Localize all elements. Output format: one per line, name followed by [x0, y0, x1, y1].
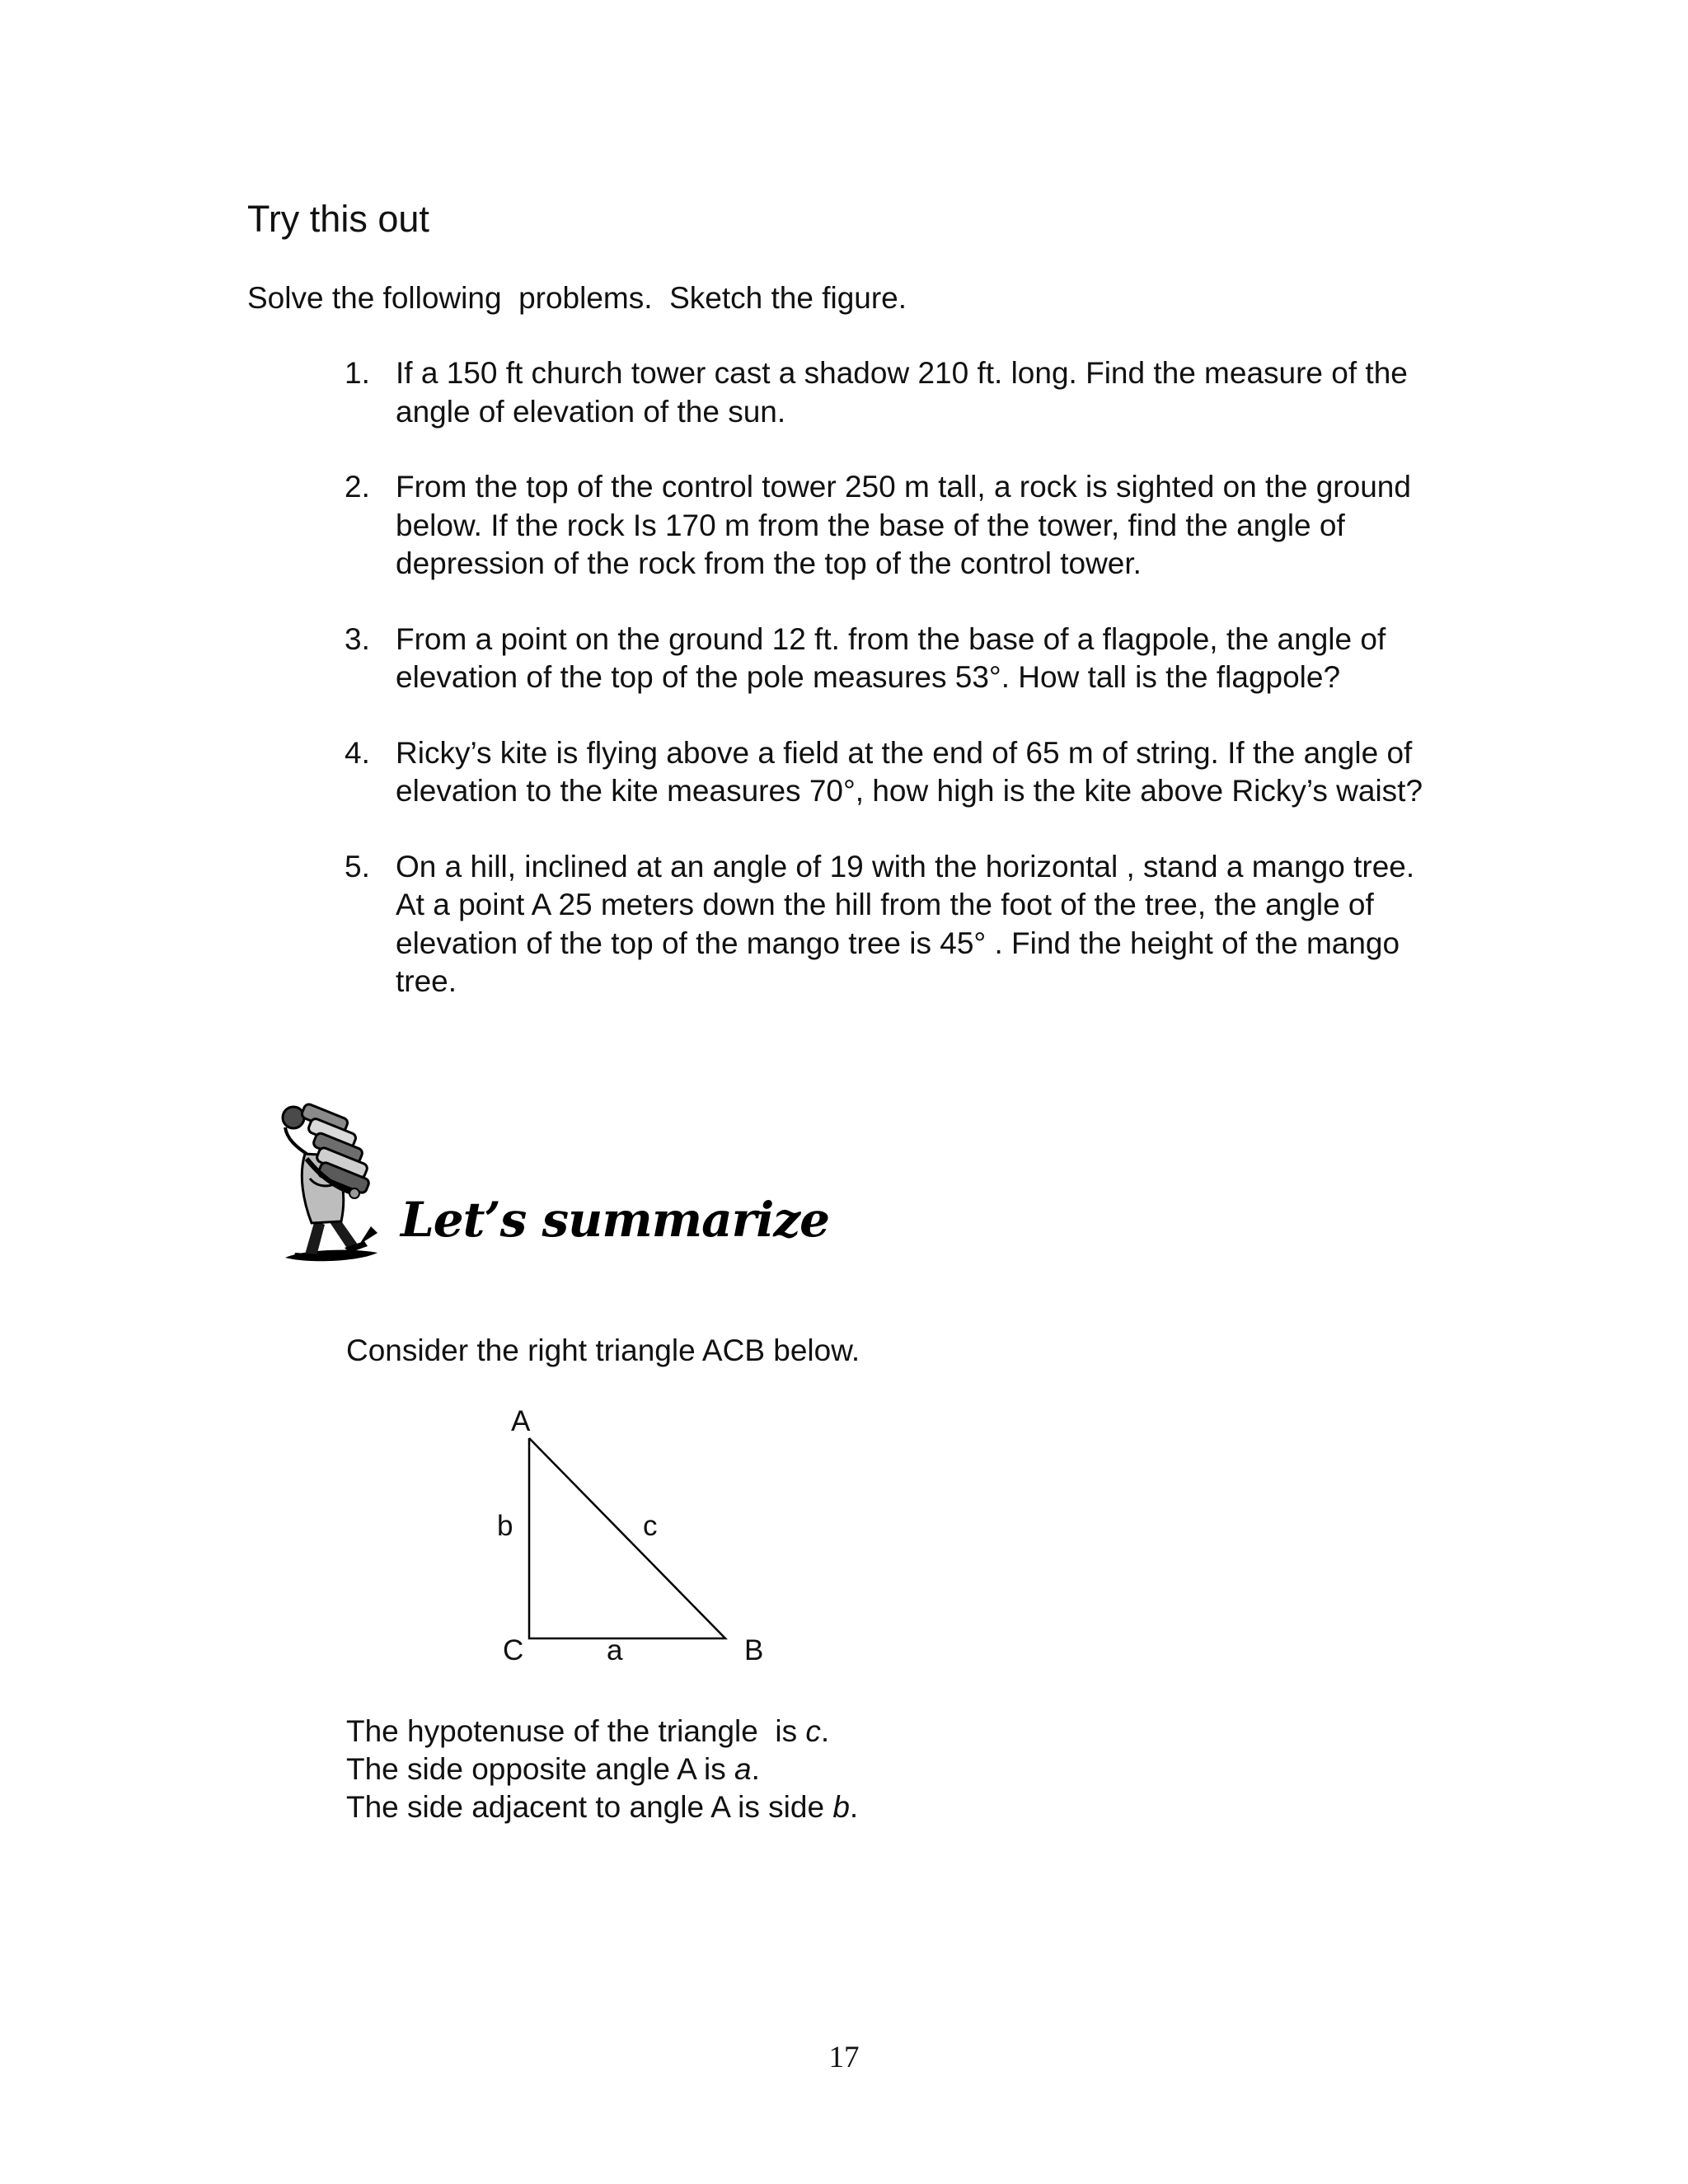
problem-item [345, 468, 1449, 583]
fact-variable: c [805, 1714, 821, 1748]
problem-text: On a hill, inclined at an angle of 19 with the horizontal , stand a mango tree. At a point A 25 meters down the hill from the foot of the tree, the angle of elevation of the top of the mango tree is 45° . Find the height of the mango tree. [396, 849, 1415, 998]
vertex-label-c: C [503, 1634, 524, 1666]
problem-number: 3. [345, 621, 370, 656]
problem-text: If a 150 ft church tower cast a shadow 210 ft. long. Find the measure of the angle of elevation of the sun. [396, 356, 1408, 429]
problem-item [345, 621, 1449, 697]
fact-period: . [820, 1714, 830, 1748]
fact-period: . [849, 1790, 859, 1824]
fact-hypotenuse [346, 1713, 858, 1750]
problem-item [345, 734, 1449, 811]
vertex-label-a: A [511, 1405, 531, 1437]
problem-number: 4. [345, 735, 370, 770]
summary-facts [346, 1713, 858, 1826]
problem-number: 5. [345, 849, 370, 883]
summary-title: Let’s summarize [401, 1192, 830, 1248]
fact-opposite [346, 1750, 858, 1788]
problem-number: 2. [345, 470, 370, 504]
person-carrying-books-icon [262, 1096, 410, 1269]
problem-list [345, 354, 1449, 1038]
fact-text: The side adjacent to angle A is side [346, 1790, 833, 1824]
summary-intro: Consider the right triangle ACB below. [346, 1333, 860, 1367]
section-heading: Try this out [247, 198, 429, 240]
fact-variable: b [832, 1790, 850, 1824]
fact-period: . [751, 1752, 760, 1786]
side-label-b: b [497, 1510, 513, 1542]
fact-text: The side opposite angle A is [346, 1752, 735, 1786]
problem-item [345, 354, 1449, 431]
summary-header [262, 1096, 856, 1269]
vertex-label-b: B [744, 1634, 764, 1666]
fact-adjacent [346, 1788, 858, 1826]
side-label-a: a [607, 1634, 623, 1666]
problem-number: 1. [345, 356, 370, 390]
fact-variable: a [734, 1752, 752, 1786]
instructions: Solve the following problems. Sketch the figure. [247, 281, 907, 315]
fact-text: The hypotenuse of the triangle is [346, 1714, 806, 1748]
page-number: 17 [828, 2041, 860, 2074]
problem-text: From a point on the ground 12 ft. from the base of a flagpole, the angle of elevation of the top of the pole measures 53°. How tall is the flagpole? [396, 621, 1386, 694]
problem-item [345, 848, 1449, 1001]
problem-text: Ricky’s kite is flying above a field at the end of 65 m of string. If the angle of elevation to the kite measures 70°, how high is the kite above Ricky’s waist? [396, 735, 1423, 808]
right-triangle-diagram [495, 1405, 791, 1677]
side-label-c: c [643, 1510, 658, 1542]
problem-text: From the top of the control tower 250 m tall, a rock is sighted on the ground below. If the rock Is 170 m from the base of the tower, find the angle of depression of the rock from the top of the control tower. [396, 470, 1411, 580]
